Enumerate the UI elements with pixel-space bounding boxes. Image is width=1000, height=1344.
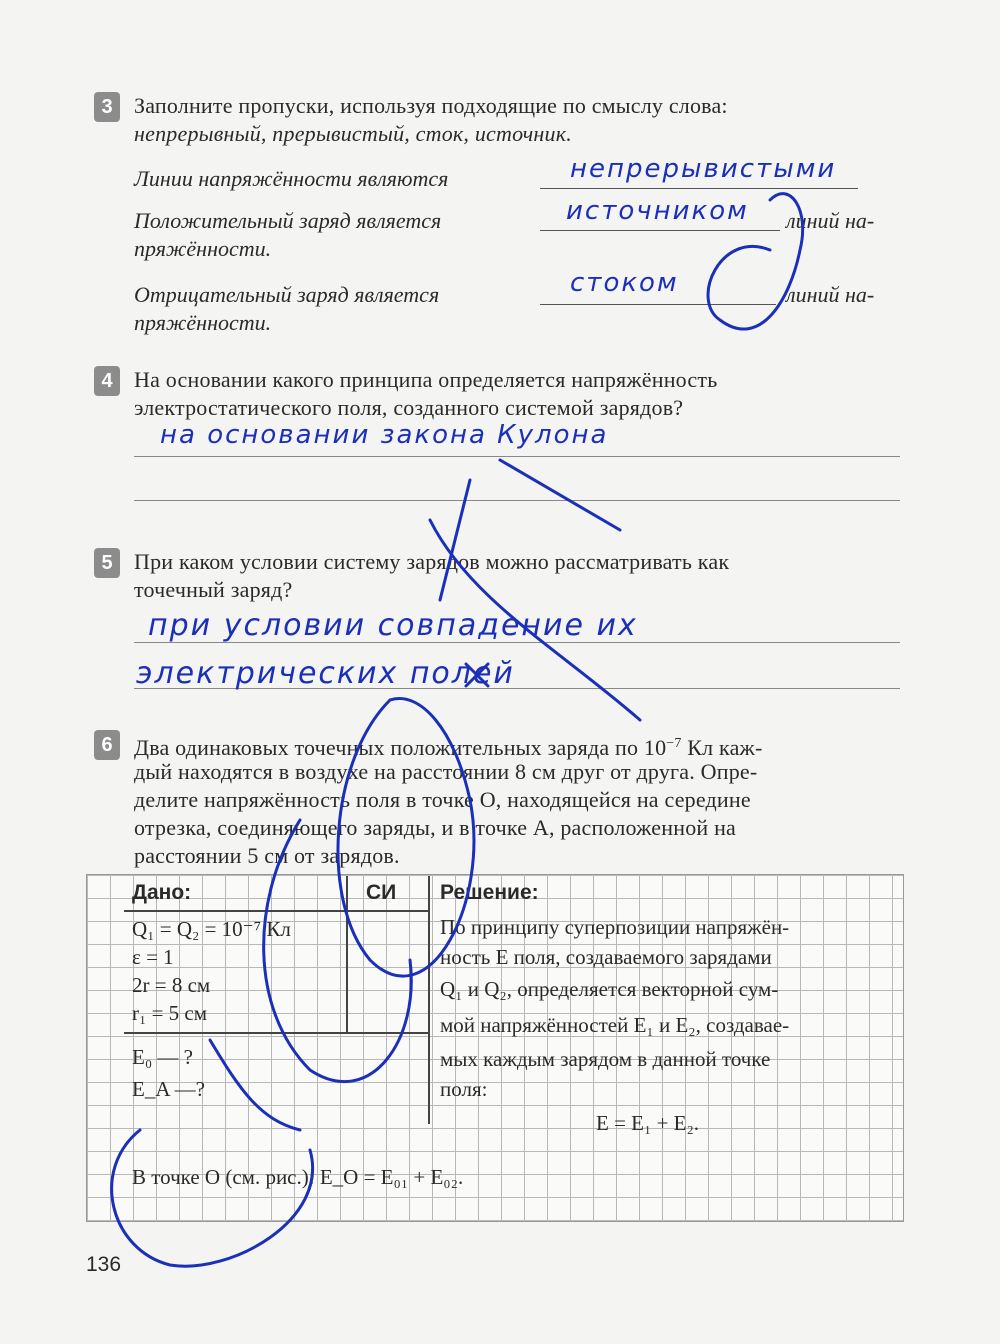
q3-line1-rule [540,188,858,189]
table-given-find-rule [124,1032,428,1034]
q3-line1-label: Линии напряжённости являются [134,166,449,191]
table-divider-given-si [346,876,348,1032]
page-number: 136 [86,1253,122,1276]
q4-text-line2: электростатического поля, созданного системой зарядов? [134,395,684,420]
table-given-header: Дано: [132,881,192,904]
q6-text-line3: делите напряжённость поля в точке O, находящейся на середине [134,787,751,812]
scribble-slash-1 [500,460,620,530]
q5-text-line2: точечный заряд? [134,577,293,602]
given-epsilon: ε = 1 [132,945,174,969]
table-header-rule [124,910,428,912]
q4-text-line1: На основании какого принципа определяется напряжённость [134,367,718,392]
scribble-slash-3 [440,480,470,600]
q3-words: непрерывный, прерывистый, сток, источник. [134,121,572,146]
solution-line-6: поля: [440,1077,488,1101]
question-number-5: 5 [94,548,120,578]
q3-line3-rule [540,304,776,305]
q3-line2-label: Положительный заряд является [134,208,442,233]
find-ea: E_A —? [132,1077,205,1101]
question-number-6: 6 [94,730,120,760]
table-si-header: СИ [366,881,397,904]
q6-text-line1: Два одинаковых точечных положительных заряда по $10^{-7}$ Кл каж- [134,735,763,760]
q3-line2-tail2: пряжённости. [134,236,272,261]
given-r1: r₁ = 5 см [132,1001,208,1025]
given-distance: 2r = 8 см [132,973,211,997]
q6-text-line2: дый находятся в воздухе на расстоянии 8 см друг от друга. Опре- [134,759,758,784]
q5-text-line1: При каком условии систему зарядов можно рассматривать как [134,549,730,574]
solution-line-2: ность E поля, создаваемого зарядами [440,945,772,969]
q3-line3-label: Отрицательный заряд является [134,282,440,307]
find-e0: E₀ — ? [132,1045,193,1069]
solution-line-4: мой напряжённостей E₁ и E₂, создавае- [440,1013,790,1037]
point-o-formula: В точке O (см. рис.): E_O = E₀₁ + E₀₂. [132,1165,464,1189]
q5-answer-line2[interactable]: электрических полей [136,656,515,691]
table-solution-header: Решение: [440,881,539,904]
solution-line-5: мых каждым зарядом в данной точке [440,1047,771,1071]
given-charges: Q₁ = Q₂ = 10⁻⁷ Кл [132,917,291,941]
q4-answer[interactable]: на основании закона Кулона [160,420,609,450]
solution-line-1: По принципу суперпозиции напряжён- [440,915,790,939]
q6-text-line4: отрезка, соединяющего заряды, и в точке A, расположенной на [134,815,737,840]
q3-intro: Заполните пропуски, используя подходящие по смыслу слова: [134,93,728,118]
question-number-4: 4 [94,366,120,396]
q3-line3-tail: линий на- [786,282,875,307]
solution-line-3: Q₁ и Q₂, определяется векторной сум- [440,977,779,1001]
q3-line3-answer[interactable]: стоком [570,268,679,298]
q4-answer-rule-2 [134,500,900,501]
q3-line2-tail: линий на- [786,208,875,233]
q3-line1-answer[interactable]: непрерывистыми [570,154,837,184]
q3-line2-answer[interactable]: источником [566,196,749,226]
q6-text-line5: расстоянии 5 см от зарядов. [134,843,400,868]
q4-answer-rule-1 [134,456,900,457]
q3-line3-tail2: пряжённости. [134,310,272,335]
table-divider-si-solution [428,876,430,1124]
q3-line2-rule [540,230,780,231]
q5-answer-line1[interactable]: при условии совпадение их [148,608,638,643]
superposition-formula: E = E₁ + E₂. [596,1111,700,1135]
question-number-3: 3 [94,92,120,122]
